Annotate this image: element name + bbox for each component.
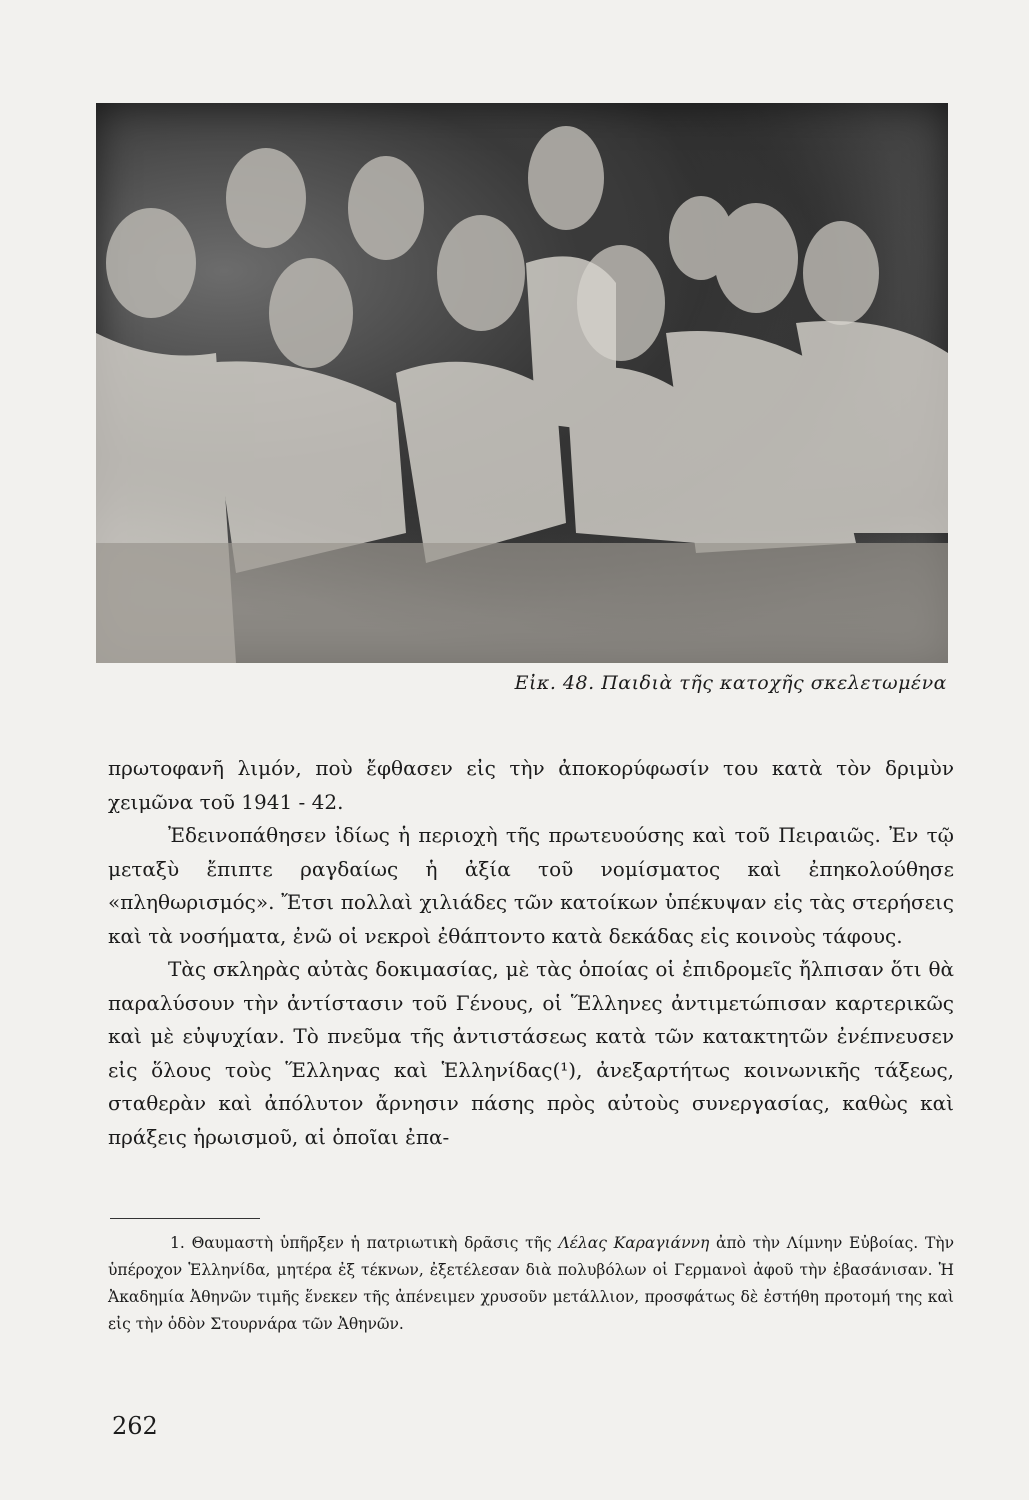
footnote-text-after: ἀπὸ τὴν Λίμνην Εὐβοίας. Τὴν ὑπέροχον Ἑλληνίδα, μητέρα ἐξ τέκνων, ἐξετέλεσαν διὰ πολυβόλων οἱ Γερμανοὶ ἀφοῦ τὴν ἐβασάνισαν. Ἡ Ἀκαδημία Ἀθηνῶν τιμῆς ἕνεκεν τῆς ἀπένειμεν χρυσοῦν μετάλλιον, προσφάτως δὲ ἐστήθη προτομή της καὶ εἰς τὴν ὁδὸν Στουρνάρα τῶν Ἀθηνῶν. — [108, 1234, 955, 1333]
footnote-person-name: Λέλας Καραγιάννη — [558, 1234, 710, 1252]
figure-caption — [515, 672, 947, 694]
footnote — [108, 1230, 954, 1338]
page-number: 262 — [112, 1412, 158, 1440]
figure-photo — [96, 103, 948, 663]
paragraph: Τὰς σκληρὰς αὐτὰς δοκιμασίας, μὲ τὰς ὁποίας οἱ ἐπιδρομεῖς ἤλπισαν ὅτι θὰ παραλύσουν τὴν ἀντίστασιν τοῦ Γένους, οἱ Ἕλληνες ἀντιμετώπισαν καρτερικῶς καὶ μὲ εὐψυχίαν. Τὸ πνεῦμα τῆς ἀντιστάσεως κατὰ τῶν κατακτητῶν ἐνέπνευσεν εἰς ὅλους τοὺς Ἕλληνας καὶ Ἑλληνίδας(¹), ἀνεξαρτήτως κοινωνικῆς τάξεως, σταθερὰν καὶ ἀπόλυτον ἄρνησιν πάσης πρὸς αὐτοὺς συνεργασίας, καθὼς καὶ πράξεις ἡρωισμοῦ, αἱ ὁποῖαι ἐπα- — [108, 957, 954, 1149]
paragraph: πρωτοφανῆ λιμόν, ποὺ ἔφθασεν εἰς τὴν ἀποκορύφωσίν του κατὰ τὸν δριμὺν χειμῶνα τοῦ 1941 - 42. — [108, 756, 954, 814]
footnote-text-before: Θαυμαστὴ ὑπῆρξεν ἡ πατριωτικὴ δρᾶσις τῆς — [191, 1234, 552, 1252]
footnote-divider — [110, 1218, 260, 1219]
footnote-number: 1. — [170, 1234, 185, 1252]
children-photo-illustration — [96, 103, 948, 663]
body-text — [108, 752, 954, 1154]
caption-label: Εἰκ. 48. — [514, 672, 595, 694]
caption-text: Παιδιὰ τῆς κατοχῆς σκελετωμένα — [601, 672, 947, 694]
paragraph: Ἐδεινοπάθησεν ἰδίως ἡ περιοχὴ τῆς πρωτευούσης καὶ τοῦ Πειραιῶς. Ἐν τῷ μεταξὺ ἔπιπτε ραγδαίως ἡ ἀξία τοῦ νομίσματος καὶ ἐπηκολούθησε «πληθωρισμός». Ἔτσι πολλαὶ χιλιάδες τῶν κατοίκων ὑπέκυψαν εἰς τὰς στερήσεις καὶ τὰ νοσήματα, ἐνῶ οἱ νεκροὶ ἐθάπτοντο κατὰ δεκάδας εἰς κοινοὺς τάφους. — [108, 823, 954, 948]
